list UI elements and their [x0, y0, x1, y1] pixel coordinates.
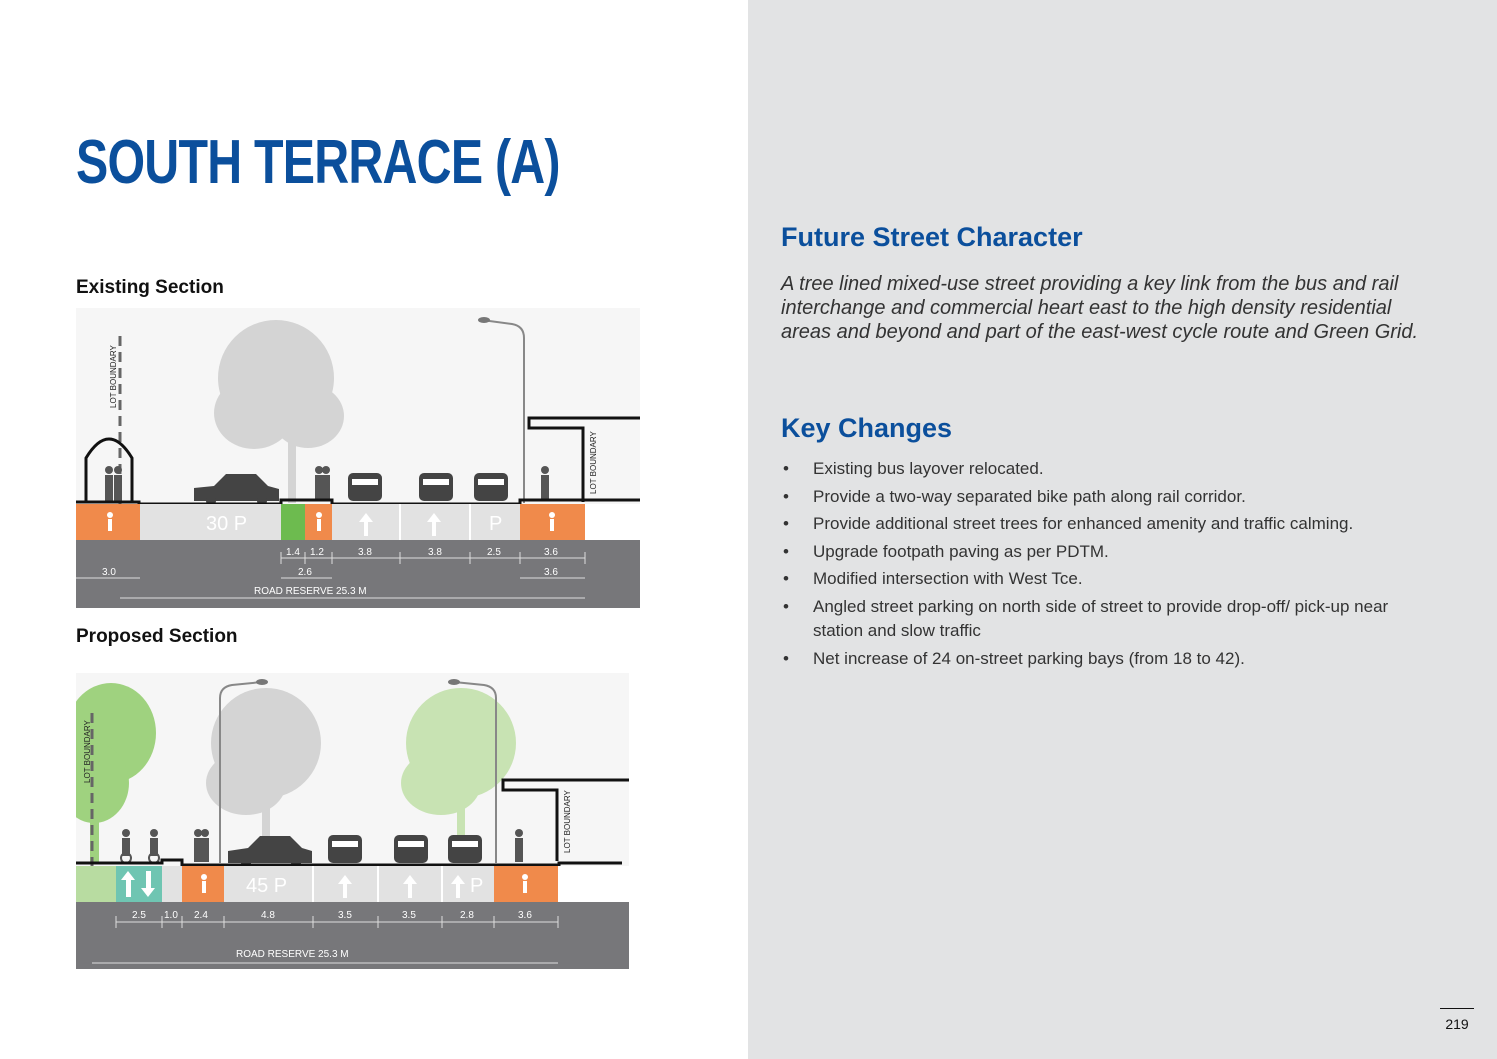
future-character-text: A tree lined mixed-use street providing a key link from the bus and rail interchange and commercial heart east to the high density residential areas and beyond and part of the east-west cycle route and Green Grid.	[781, 273, 1419, 343]
dim-existing-5: 2.5	[487, 547, 501, 558]
key-changes-heading: Key Changes	[781, 413, 953, 443]
dim-existing-2: 1.2	[310, 547, 324, 558]
dim-existing-mid: 2.6	[298, 567, 312, 578]
lot-boundary-label-right: LOT BOUNDARY	[589, 431, 598, 494]
dim-proposed-3: 2.4	[194, 910, 208, 921]
left-page	[0, 0, 748, 1059]
page-title: SOUTH TERRACE (A)	[76, 128, 560, 197]
proposed-section-diagram	[76, 673, 629, 969]
dim-proposed-5: 3.5	[338, 910, 352, 921]
road-reserve-existing: ROAD RESERVE 25.3 M	[254, 586, 367, 597]
existing-section-diagram	[76, 308, 640, 608]
dim-proposed-7: 2.8	[460, 910, 474, 921]
lot-boundary-label-right: LOT BOUNDARY	[563, 790, 572, 853]
road-reserve-proposed: ROAD RESERVE 25.3 M	[236, 949, 349, 960]
list-item: • Angled street parking on north side of street to provide drop-off/ pick-up near station and slow traffic	[783, 596, 1389, 640]
proposed-section-label: Proposed Section	[76, 626, 238, 647]
dim-proposed-1: 2.5	[132, 910, 146, 921]
key-changes-list	[781, 457, 1421, 674]
lot-boundary-label-left: LOT BOUNDARY	[109, 345, 118, 408]
dim-existing-3: 3.8	[358, 547, 372, 558]
page-number-rule	[1440, 1008, 1474, 1009]
list-item: • Upgrade footpath paving as per PDTM.	[783, 541, 1109, 561]
dim-existing-right: 3.6	[544, 567, 558, 578]
dim-proposed-6: 3.5	[402, 910, 416, 921]
lot-boundary-label-left: LOT BOUNDARY	[83, 720, 92, 783]
dim-proposed-2: 1.0	[164, 910, 178, 921]
list-item: • Net increase of 24 on-street parking bays (from 18 to 42).	[783, 648, 1245, 668]
parking-sign-30p: 30 P	[206, 513, 248, 535]
list-item: • Provide additional street trees for enhanced amenity and traffic calming.	[783, 514, 1354, 533]
future-character-heading: Future Street Character	[781, 222, 1083, 252]
parking-sign-p: P	[470, 875, 484, 897]
dim-proposed-8: 3.6	[518, 910, 532, 921]
dim-proposed-4: 4.8	[261, 910, 275, 921]
list-item: • Modified intersection with West Tce.	[783, 569, 1083, 588]
dim-existing-6: 3.6	[544, 547, 558, 558]
page-number: 219	[1445, 1016, 1469, 1032]
parking-sign-45p: 45 P	[246, 875, 288, 897]
parking-sign-p: P	[489, 513, 503, 535]
dim-existing-4: 3.8	[428, 547, 442, 558]
dim-existing-left: 3.0	[102, 567, 116, 578]
list-item: • Existing bus layover relocated.	[783, 459, 1044, 478]
existing-section-label: Existing Section	[76, 277, 224, 298]
list-item: • Provide a two-way separated bike path along rail corridor.	[783, 486, 1246, 506]
dim-existing-1: 1.4	[286, 547, 300, 558]
